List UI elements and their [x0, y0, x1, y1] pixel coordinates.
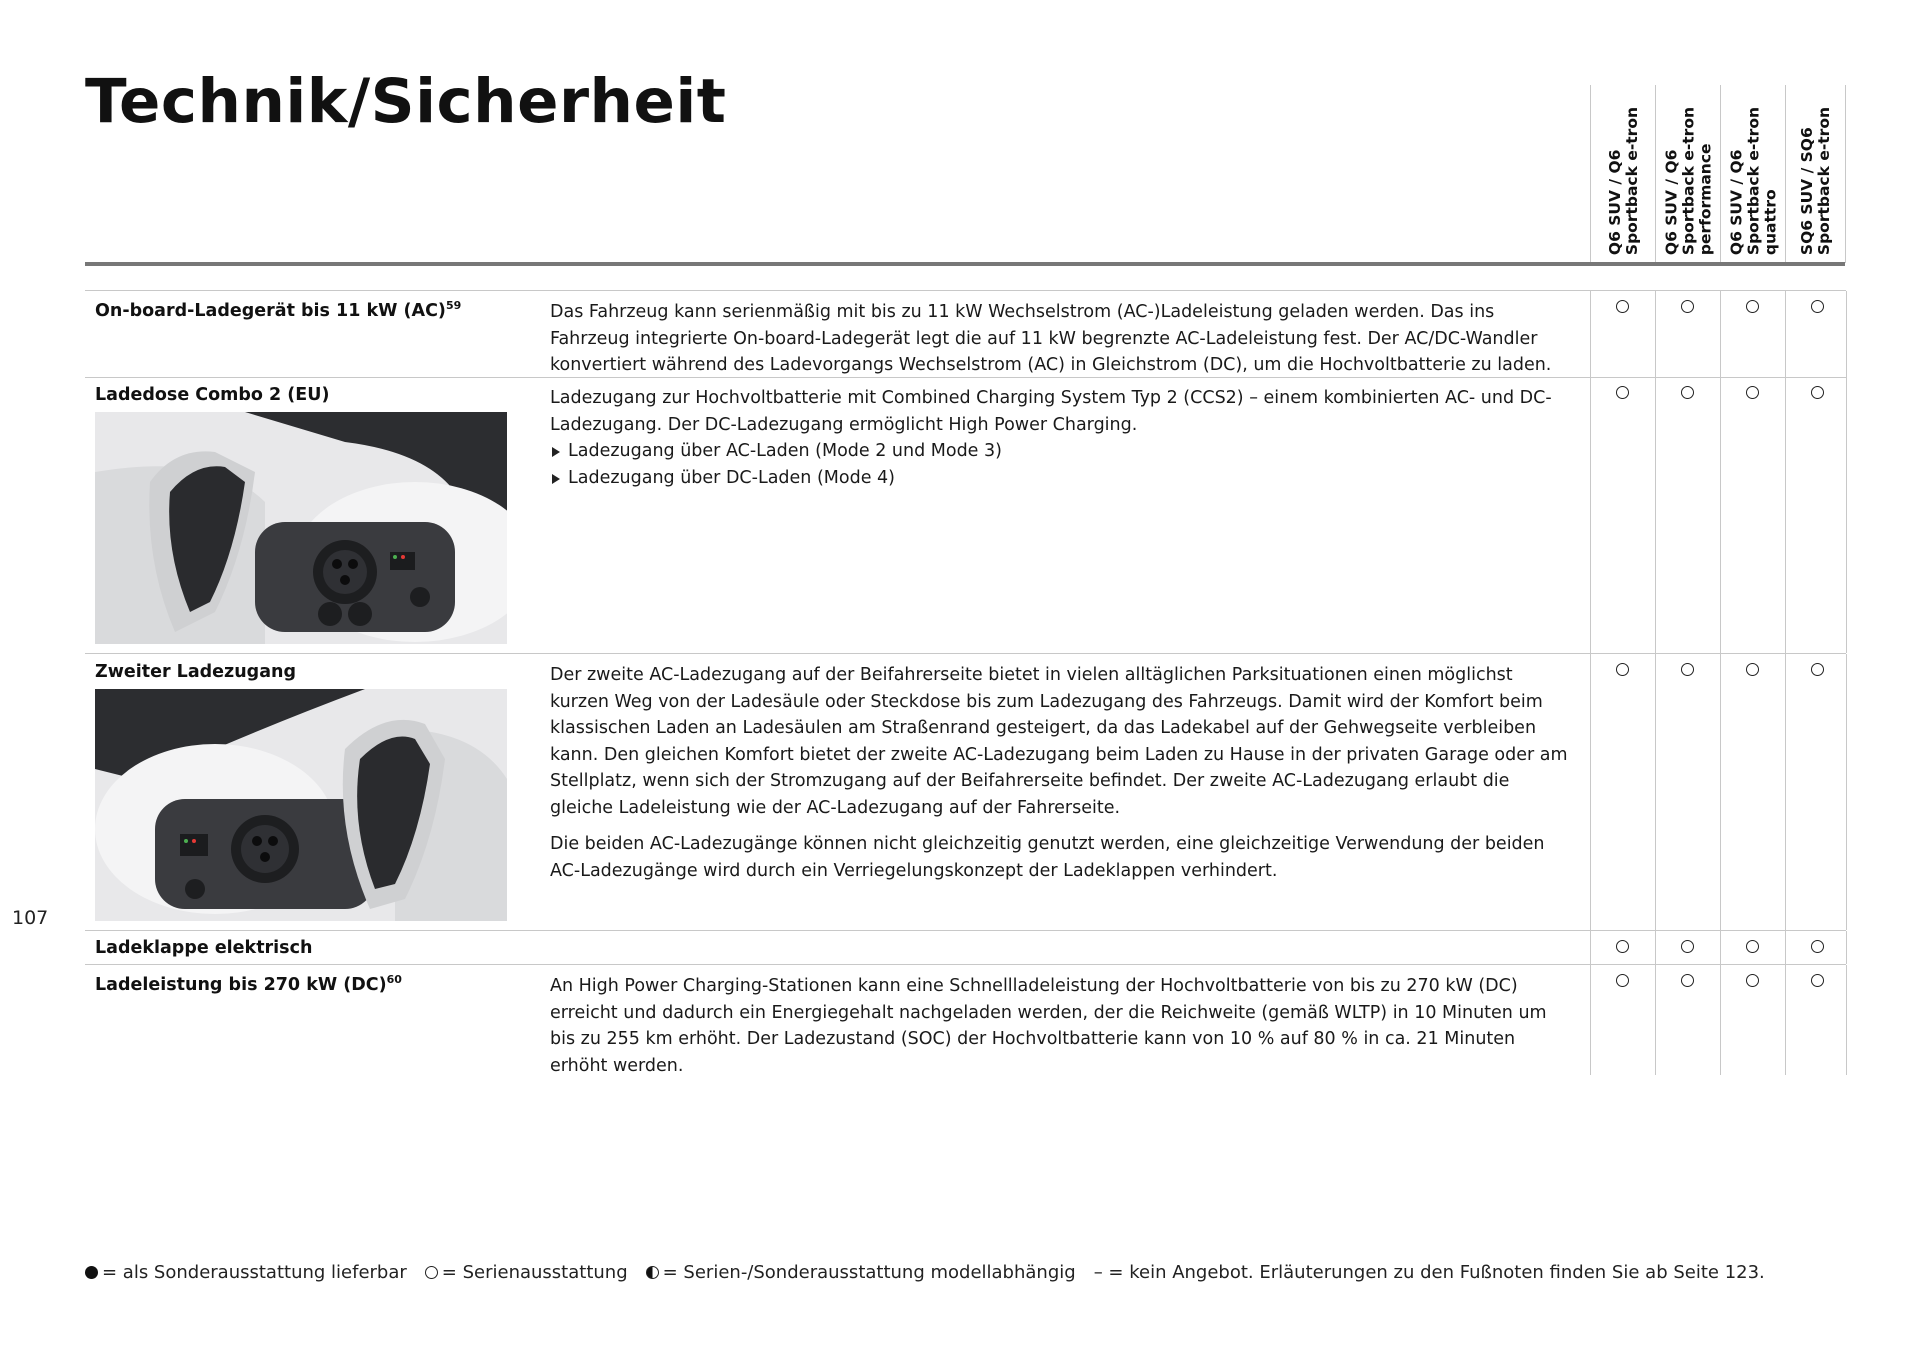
second-charging-port-photo [95, 689, 507, 921]
availability-cell [1590, 965, 1656, 1075]
model-header-label: Q6 SUV / Q6 Sportback e-tron performance [1662, 106, 1714, 255]
description-text: Der zweite AC-Ladezugang auf der Beifahrerseite bietet in vielen alltäglichen Parksituationen einen möglichst kurzen Weg von der Ladesäule oder Steckdose bis zum Ladezugang des Fahrzeugs. Damit wird der Komfort beim klassischen Laden an Ladesäulen am Straßenrand gesteigert, da das Ladekabel auf der Gehwegseite verbleiben kann. Den gleichen Komfort bietet der zweite AC-Ladezugang beim Laden zu Hause in der privaten Garage oder am Stellplatz, wenn sich der Stromzugang auf der Beifahrerseite befindet. Der zweite AC-Ladezugang erlaubt die gleiche Ladeleistung wie der AC-Ladezugang auf der Fahrerseite. [550, 665, 1568, 818]
model-header-label: SQ6 SUV / SQ6 Sportback e-tron [1798, 106, 1833, 255]
legend-optional: = als Sonderausstattung lieferbar [102, 1262, 407, 1283]
availability-cell [1590, 291, 1656, 377]
page-title: Technik/Sicherheit [85, 66, 727, 137]
availability-cell [1655, 291, 1721, 377]
standard-icon [425, 1266, 438, 1279]
standard-icon [1616, 386, 1629, 399]
standard-icon [1811, 300, 1824, 313]
footnote-ref: 59 [445, 299, 462, 312]
standard-icon [1681, 974, 1694, 987]
standard-icon [1746, 974, 1759, 987]
feature-name: Ladeleistung bis 270 kW (DC)$^{60}$ [95, 973, 402, 995]
description-text: Die beiden AC-Ladezugänge können nicht gleichzeitig genutzt werden, eine gleichzeitige Verwendung der beiden AC-Ladezugänge wird durch ein Verriegelungskonzept der Ladeklappen verhindert. [550, 834, 1545, 881]
model-header-label: Q6 SUV / Q6 Sportback e-tron quattro [1727, 106, 1779, 255]
charging-port-photo [95, 412, 507, 644]
availability-cell [1655, 931, 1721, 964]
table-row [85, 377, 1846, 654]
standard-icon [1811, 386, 1824, 399]
feature-name: Zweiter Ladezugang [95, 662, 297, 682]
table-row [85, 931, 1846, 965]
bullet-item: Ladezugang über AC-Laden (Mode 2 und Mode 3) [550, 438, 1575, 465]
availability-cell [1720, 965, 1786, 1075]
legend [85, 1262, 1765, 1283]
availability-cell [1655, 965, 1721, 1075]
table-row [85, 290, 1846, 378]
model-header-4 [1785, 85, 1846, 263]
legend-standard: = Serienausstattung [441, 1262, 628, 1283]
legend-model-dependent: = Serien-/Sonderausstattung modellabhängig [662, 1262, 1076, 1283]
availability-cell [1590, 377, 1656, 653]
feature-description [550, 385, 1575, 491]
availability-cell [1720, 654, 1786, 930]
availability-cell [1720, 377, 1786, 653]
feature-name: On-board-Ladegerät bis 11 kW (AC)$^{59}$ [95, 299, 462, 321]
standard-icon [1746, 940, 1759, 953]
availability-cell [1785, 377, 1847, 653]
header-divider [1845, 85, 1846, 263]
feature-description: An High Power Charging-Stationen kann eine Schnellladeleistung der Hochvoltbatterie von bis zu 270 kW (DC) erreicht und dadurch ein Energiegehalt nachgeladen werden, der die Reichweite (gemäß WLTP) in 10 Minuten um bis zu 255 km erhöht. Der Ladezustand (SOC) der Hochvoltbatterie kann von 10 % auf 80 % in ca. 21 Minuten erhöht werden. [550, 976, 1547, 1076]
standard-icon [1811, 974, 1824, 987]
feature-description [550, 662, 1575, 894]
availability-cell [1785, 931, 1847, 964]
standard-icon [1616, 974, 1629, 987]
bullet-item: Ladezugang über DC-Laden (Mode 4) [550, 465, 1575, 492]
standard-icon [1616, 663, 1629, 676]
availability-cell [1590, 654, 1656, 930]
feature-name: Ladedose Combo 2 (EU) [95, 385, 330, 405]
standard-icon [1811, 663, 1824, 676]
standard-icon [1746, 386, 1759, 399]
standard-icon [1746, 300, 1759, 313]
availability-cell [1785, 291, 1847, 377]
standard-icon [1681, 940, 1694, 953]
availability-cell [1785, 965, 1847, 1075]
model-header-3 [1720, 85, 1786, 263]
footnote-ref: 60 [386, 973, 402, 986]
availability-cell [1590, 931, 1656, 964]
model-header-label: Q6 SUV / Q6 Sportback e-tron [1605, 106, 1641, 255]
standard-icon [1616, 300, 1629, 313]
model-header-2 [1655, 85, 1721, 263]
table-row [85, 965, 1846, 1075]
standard-icon [1811, 940, 1824, 953]
optional-icon [85, 1266, 98, 1279]
availability-cell [1655, 377, 1721, 653]
availability-cell [1785, 654, 1847, 930]
table-row [85, 654, 1846, 931]
availability-cell [1720, 931, 1786, 964]
feature-description: Das Fahrzeug kann serienmäßig mit bis zu 11 kW Wechselstrom (AC-)Ladeleistung geladen werden. Das ins Fahrzeug integrierte On-board-Ladegerät legt die auf 11 kW begrenzte AC-Ladeleistung fest. Der AC/DC-Wandler konvertiert während des Ladevorgangs Wechselstrom (AC) in Gleichstrom (DC), um die Hochvoltbatterie zu laden. [550, 302, 1552, 375]
standard-icon [1681, 386, 1694, 399]
standard-icon [1681, 663, 1694, 676]
standard-icon [1681, 300, 1694, 313]
standard-icon [1616, 940, 1629, 953]
standard-icon [1746, 663, 1759, 676]
header-bar [85, 262, 1845, 266]
availability-cell [1655, 654, 1721, 930]
description-text: Ladezugang zur Hochvoltbatterie mit Combined Charging System Typ 2 (CCS2) – einem kombinierten AC- und DC-Ladezugang. Der DC-Ladezugang ermöglicht High Power Charging. [550, 388, 1552, 435]
legend-none: – = kein Angebot. Erläuterungen zu den Fußnoten finden Sie ab Seite 123. [1093, 1262, 1765, 1283]
page-number: 107 [12, 907, 49, 929]
model-dependent-icon [646, 1266, 659, 1279]
feature-name: Ladeklappe elektrisch [95, 938, 313, 958]
availability-cell [1720, 291, 1786, 377]
model-header-1 [1590, 85, 1656, 263]
